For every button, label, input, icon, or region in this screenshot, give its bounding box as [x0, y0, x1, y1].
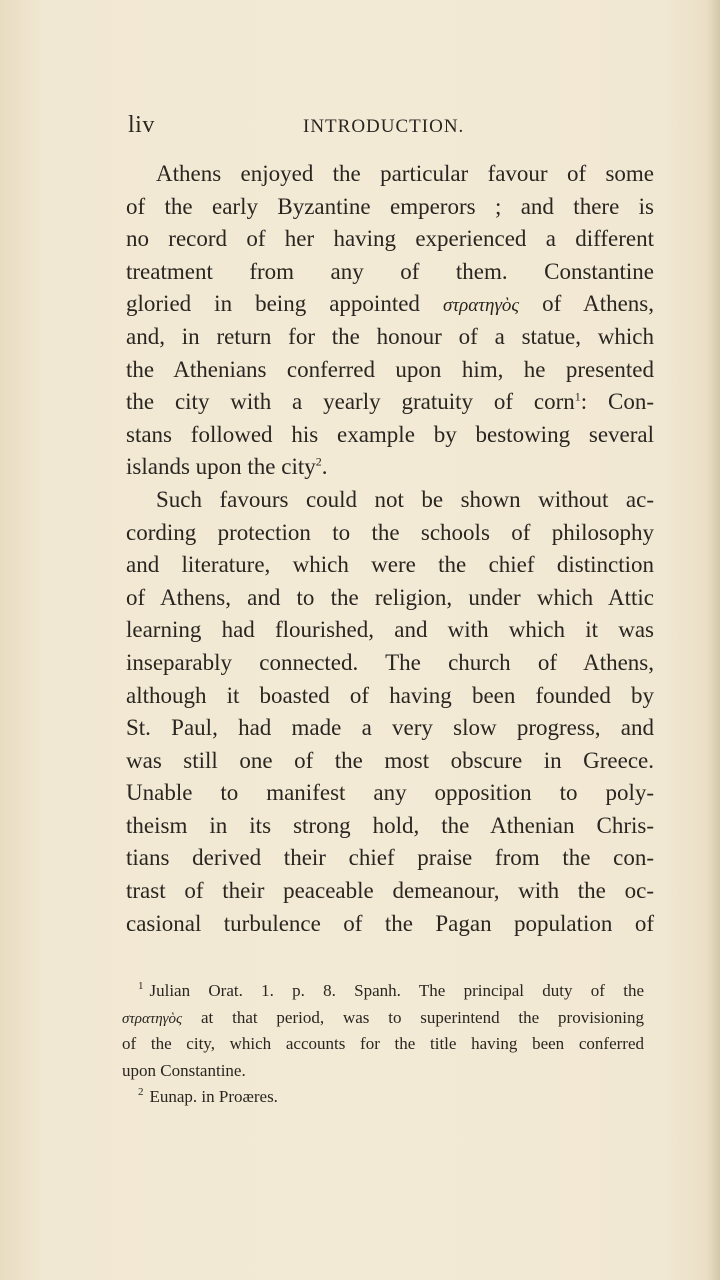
text-line: theism in its strong hold, the Athenian Chris-	[126, 812, 654, 838]
greek-word: στρατηγὸς	[122, 1010, 183, 1027]
text-line: although it boasted of having been founded by	[126, 682, 654, 708]
text-line: tians derived their chief praise from the con-	[126, 845, 654, 871]
text-segment: : Con-	[580, 389, 655, 415]
text-line	[126, 288, 654, 321]
text-line: St. Paul, had made a very slow progress, and	[126, 715, 654, 741]
footnote-line	[122, 978, 644, 1005]
footnote-text: Eunap. in Proæres.	[149, 1087, 278, 1106]
text-line: of the early Byzantine emperors ; and there is	[126, 193, 654, 219]
text-line: trast of their peaceable demeanour, with the oc-	[126, 878, 654, 904]
text-line: Unable to manifest any opposition to poly-	[126, 780, 654, 806]
footnote-ref: 2	[315, 454, 322, 469]
footnote-ref: 1	[574, 389, 581, 404]
text-line: and literature, which were the chief distinction	[126, 552, 654, 578]
text-line: of Athens, and to the religion, under which Attic	[126, 584, 654, 610]
footnote-line: upon Constantine.	[122, 1060, 246, 1080]
body-text	[126, 158, 654, 940]
page-edge-shadow	[706, 0, 720, 1280]
text-line: treatment from any of them. Constantine	[126, 258, 654, 284]
footnote-line	[122, 1084, 644, 1111]
text-segment: .	[321, 454, 328, 480]
footnote-mark: 1	[138, 980, 144, 993]
page-number: liv	[128, 112, 155, 138]
text-segment: of Athens,	[519, 291, 654, 317]
text-segment: the city with a yearly gratuity of corn	[126, 389, 575, 415]
greek-word: στρατηγὸς	[442, 295, 520, 317]
text-line: no record of her having experienced a different	[126, 226, 654, 252]
footnote-mark: 2	[138, 1086, 144, 1099]
running-head	[128, 112, 658, 142]
text-line: Such favours could not be shown without ac-	[156, 486, 654, 512]
footnote-line	[122, 1005, 644, 1032]
text-line: and, in return for the honour of a statue, which	[126, 323, 654, 349]
footnotes	[122, 978, 644, 1111]
footnote-text: Julian Orat. 1. p. 8. Spanh. The principal duty of the	[149, 981, 644, 1000]
text-segment: islands upon the city	[126, 454, 316, 480]
text-line: the Athenians conferred upon him, he presented	[126, 356, 654, 382]
text-line: stans followed his example by bestowing several	[126, 421, 654, 447]
footnote-line: of the city, which accounts for the title having been conferred	[122, 1034, 644, 1053]
running-title: INTRODUCTION.	[303, 116, 465, 137]
text-line: learning had flourished, and with which it was	[126, 617, 654, 643]
text-line: was still one of the most obscure in Greece.	[126, 747, 654, 773]
text-line: Athens enjoyed the particular favour of some	[156, 161, 654, 186]
text-line	[126, 386, 654, 419]
text-segment: gloried in being appointed	[126, 291, 443, 317]
text-line: casional turbulence of the Pagan population of	[126, 910, 654, 936]
text-line: inseparably connected. The church of Athens,	[126, 649, 654, 675]
text-line: cording protection to the schools of philosophy	[126, 519, 654, 545]
text-line	[126, 451, 654, 484]
footnote-text: at that period, was to superintend the provisioning	[182, 1007, 644, 1027]
